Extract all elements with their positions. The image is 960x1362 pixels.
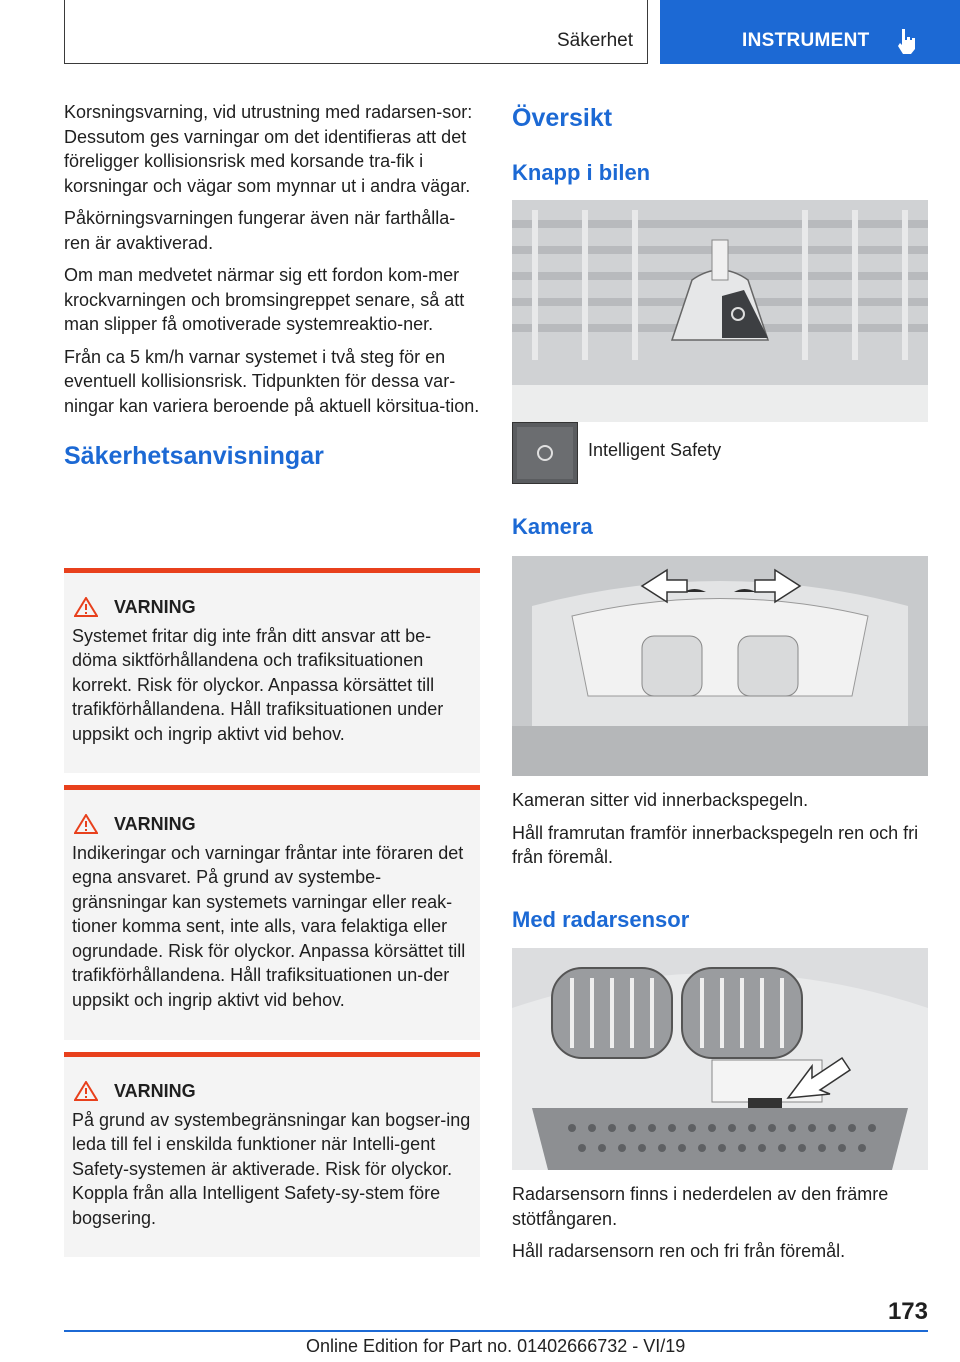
- paragraph: Håll radarsensorn ren och fri från föremål.: [512, 1241, 846, 1261]
- pointing-hand-icon: [896, 27, 918, 55]
- intelligent-safety-label: Intelligent Safety: [588, 440, 722, 460]
- paragraph: Påkörningsvarningen fungerar även när farthålla-ren är avaktiverad.: [64, 208, 456, 253]
- warning-title: VARNING: [114, 1081, 196, 1101]
- radar-text: [512, 1182, 928, 1272]
- heading-button-in-car: Knapp i bilen: [512, 160, 651, 185]
- warning-box: [64, 1052, 480, 1257]
- button-in-car-image: [512, 200, 928, 422]
- heading-overview: Översikt: [512, 104, 613, 132]
- warning-triangle-icon: [74, 597, 98, 617]
- camera-text: [512, 788, 928, 878]
- paragraph: Om man medvetet närmar sig ett fordon kom-mer krockvarningen och bromsingreppet senare, så att man slipper få omotiverade systemreaktio-ner.: [64, 265, 465, 334]
- warning-box: [64, 785, 480, 1040]
- online-edition-text: Online Edition for Part no. 01402666732 - VI/19: [306, 1336, 686, 1356]
- warning-title: VARNING: [114, 814, 196, 834]
- page-number: 173: [887, 1298, 928, 1325]
- warning-box: [64, 568, 480, 773]
- intelligent-safety-button-icon: [512, 422, 578, 484]
- paragraph: Kameran sitter vid innerbackspegeln.: [512, 790, 809, 810]
- warning-triangle-icon: [74, 814, 98, 834]
- warning-text: Indikeringar och varningar fråntar inte föraren det egna ansvaret. På grund av systembe-gränsningar kan systemets varningar eller reak-tioner komma sent, inte alls, vara felaktiga eller ogrundade. Risk för olyckor. Anpassa körsättet till trafikförhållandena. Håll trafiksituationen un-der uppsikt och ingrip aktivt vid behov.: [72, 842, 466, 1010]
- paragraph: Radarsensorn finns i nederdelen av den främre stötfångaren.: [512, 1184, 889, 1229]
- paragraph: Från ca 5 km/h varnar systemet i två steg för en eventuell kollisionsrisk. Tidpunkten för dessa var-ningar kan variera beroende på aktuell körsitua-tion.: [64, 346, 480, 416]
- warning-text: På grund av systembegränsningar kan bogser-ing leda till fel i enskilda funktioner när Intelli-gent Safety-systemen är aktiverade. Risk för olyckor. Koppla från alla Intelligent Safety-sy-stem före bogsering.: [72, 1109, 471, 1228]
- warning-text: Systemet fritar dig inte från ditt ansvar att be-döma siktförhållandena och trafiksituationen korrekt. Risk för olyckor. Anpassa körsättet till trafikförhållandena. Håll trafiksituationen under uppsikt och ingrip aktivt vid behov.: [72, 625, 444, 744]
- header-chapter-title: INSTRUMENT: [742, 30, 870, 51]
- warning-triangle-icon: [74, 1081, 98, 1101]
- paragraph: Korsningsvarning, vid utrustning med radarsen-sor: Dessutom ges varningar om det identifieras att det föreligger kollisionsrisk med korsande tra-fik i korsningar och vägar som mynnar ut i andra vägar.: [64, 102, 473, 196]
- left-column: [64, 100, 480, 469]
- camera-image: [512, 556, 928, 776]
- heading-radar-sensor: Med radarsensor: [512, 907, 690, 932]
- heading-camera: Kamera: [512, 514, 593, 539]
- footer-divider: [64, 1330, 928, 1332]
- radar-sensor-image: [512, 948, 928, 1170]
- header-chapter-tab[interactable]: [660, 0, 960, 64]
- header-section-box: [64, 0, 648, 64]
- warning-title: VARNING: [114, 597, 196, 617]
- paragraph: Håll framrutan framför innerbackspegeln ren och fri från föremål.: [512, 822, 919, 867]
- header-section-title: Säkerhet: [556, 30, 633, 51]
- heading-safety-instructions: Säkerhetsanvisningar: [64, 442, 324, 470]
